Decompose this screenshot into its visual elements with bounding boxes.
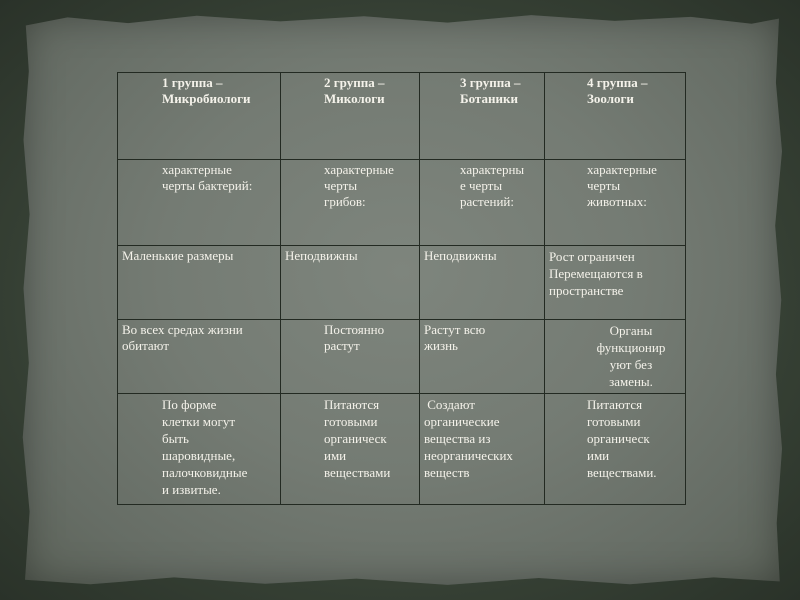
cell-text: Питаются готовыми органическ ими веществами — [324, 397, 391, 480]
table-cell — [545, 394, 686, 505]
cell-text: По форме клетки могут быть шаровидные, палочковидные и извитые. — [162, 397, 248, 497]
table-cell — [118, 246, 281, 320]
cell-text: Создают органические вещества из неорганических веществ — [424, 397, 513, 480]
table-cell — [118, 394, 281, 505]
table-cell — [420, 394, 545, 505]
table-cell — [420, 73, 545, 160]
table-cell — [118, 160, 281, 246]
table-row — [118, 160, 686, 246]
table-cell — [281, 320, 420, 394]
cell-text: Органы функционир уют без замены. — [596, 323, 666, 389]
table-cell — [118, 320, 281, 394]
cell-text: 2 группа – Микологи — [324, 75, 385, 106]
cell-text: характерные черты грибов: — [324, 162, 394, 209]
groups-table — [117, 72, 686, 505]
table-cell — [281, 394, 420, 505]
table-row — [118, 320, 686, 394]
cell-text: характерные черты бактерий: — [162, 162, 253, 193]
table-row — [118, 394, 686, 505]
table-cell — [281, 73, 420, 160]
cell-text: Неподвижны — [424, 248, 497, 263]
cell-text: Неподвижны — [285, 248, 358, 263]
table-cell — [420, 246, 545, 320]
table-row — [118, 246, 686, 320]
cell-text: Питаются готовыми органическ ими веществами. — [587, 397, 657, 480]
cell-text: характерны е черты растений: — [460, 162, 525, 209]
table-cell — [420, 320, 545, 394]
cell-text: 1 группа – Микробиологи — [162, 75, 251, 106]
table-row — [118, 73, 686, 160]
table-cell — [420, 160, 545, 246]
cell-text: Растут всю жизнь — [424, 322, 486, 353]
table-cell — [281, 246, 420, 320]
table-cell — [545, 160, 686, 246]
cell-text: 3 группа – Ботаники — [460, 75, 521, 106]
table-cell — [545, 320, 686, 394]
cell-text: Постоянно растут — [324, 322, 385, 353]
cell-text: Маленькие размеры — [122, 248, 234, 263]
cell-text: 4 группа – Зоологи — [587, 75, 648, 106]
cell-text: характерные черты животных: — [587, 162, 657, 209]
table-cell — [118, 73, 281, 160]
cell-text: Во всех средах жизни обитают — [122, 322, 243, 353]
cell-text: Рост ограничен Перемещаются в пространстве — [549, 249, 643, 298]
table-cell — [545, 246, 686, 320]
table-cell — [281, 160, 420, 246]
table-cell — [545, 73, 686, 160]
